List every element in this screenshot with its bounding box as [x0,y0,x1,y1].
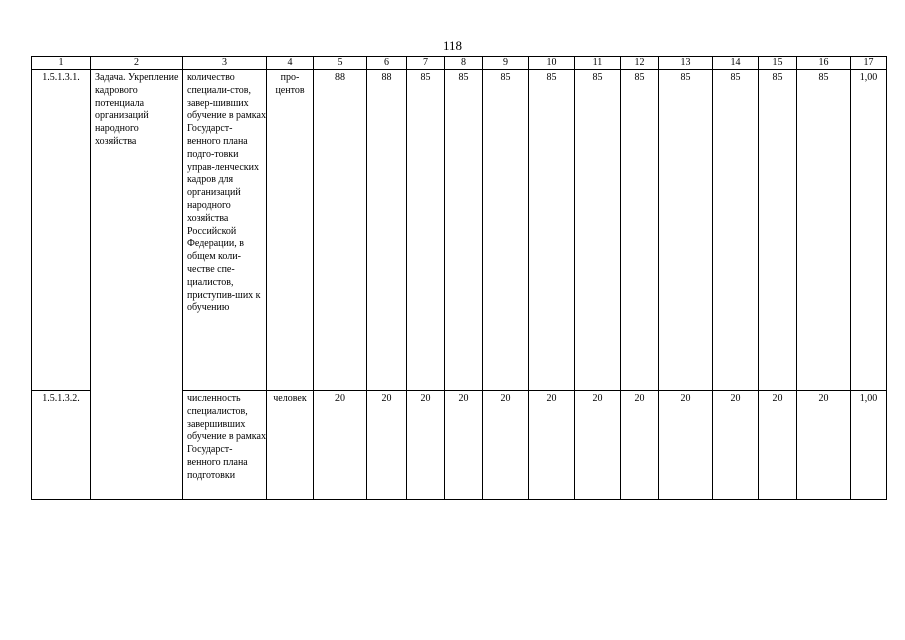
value-cell: 20 [314,391,367,500]
value-cell: 20 [621,391,659,500]
value-cell: 20 [797,391,851,500]
value-cell: 85 [445,70,483,391]
value-cell: 88 [367,70,407,391]
column-header: 9 [483,57,529,70]
value-cell: 20 [659,391,713,500]
unit: человек [267,391,314,500]
column-header: 5 [314,57,367,70]
column-header: 11 [575,57,621,70]
indicator-table [31,56,887,500]
ratio-cell: 1,00 [851,70,887,391]
value-cell: 85 [713,70,759,391]
value-cell: 20 [575,391,621,500]
value-cell: 85 [659,70,713,391]
column-header: 13 [659,57,713,70]
task-label: Задача. Укрепление кадрового потенциала организаций народного хозяйства [91,70,183,500]
value-cell: 85 [407,70,445,391]
value-cell: 20 [367,391,407,500]
value-cell: 20 [759,391,797,500]
table-row [32,70,887,391]
value-cell: 85 [797,70,851,391]
value-cell: 20 [445,391,483,500]
value-cell: 20 [483,391,529,500]
page-number: 118 [442,38,463,53]
value-cell: 85 [759,70,797,391]
value-cell: 20 [529,391,575,500]
value-cell: 88 [314,70,367,391]
row-code: 1.5.1.3.2. [32,391,91,500]
row-code: 1.5.1.3.1. [32,70,91,391]
column-header: 2 [91,57,183,70]
column-header: 1 [32,57,91,70]
unit: про-центов [267,70,314,391]
column-header: 10 [529,57,575,70]
column-header: 6 [367,57,407,70]
column-header: 14 [713,57,759,70]
column-header: 16 [797,57,851,70]
column-header: 3 [183,57,267,70]
column-header: 15 [759,57,797,70]
column-header: 4 [267,57,314,70]
column-header: 17 [851,57,887,70]
ratio-cell: 1,00 [851,391,887,500]
column-number-row [32,57,887,70]
column-header: 12 [621,57,659,70]
value-cell: 85 [575,70,621,391]
value-cell: 20 [407,391,445,500]
value-cell: 20 [713,391,759,500]
column-header: 7 [407,57,445,70]
indicator-name: количество специали-стов, завер-шивших обучение в рамках Государст-венного плана подго-товки управ-ленческих кадров для организаций народного хозяйства Российской Федерации, в общем коли-честве спе-циалистов, приступив-ших к обучению [183,70,267,391]
column-header: 8 [445,57,483,70]
value-cell: 85 [483,70,529,391]
value-cell: 85 [621,70,659,391]
value-cell: 85 [529,70,575,391]
indicator-name: численность специалистов, завершивших обучение в рамках Государст-венного плана подготовки [183,391,267,500]
